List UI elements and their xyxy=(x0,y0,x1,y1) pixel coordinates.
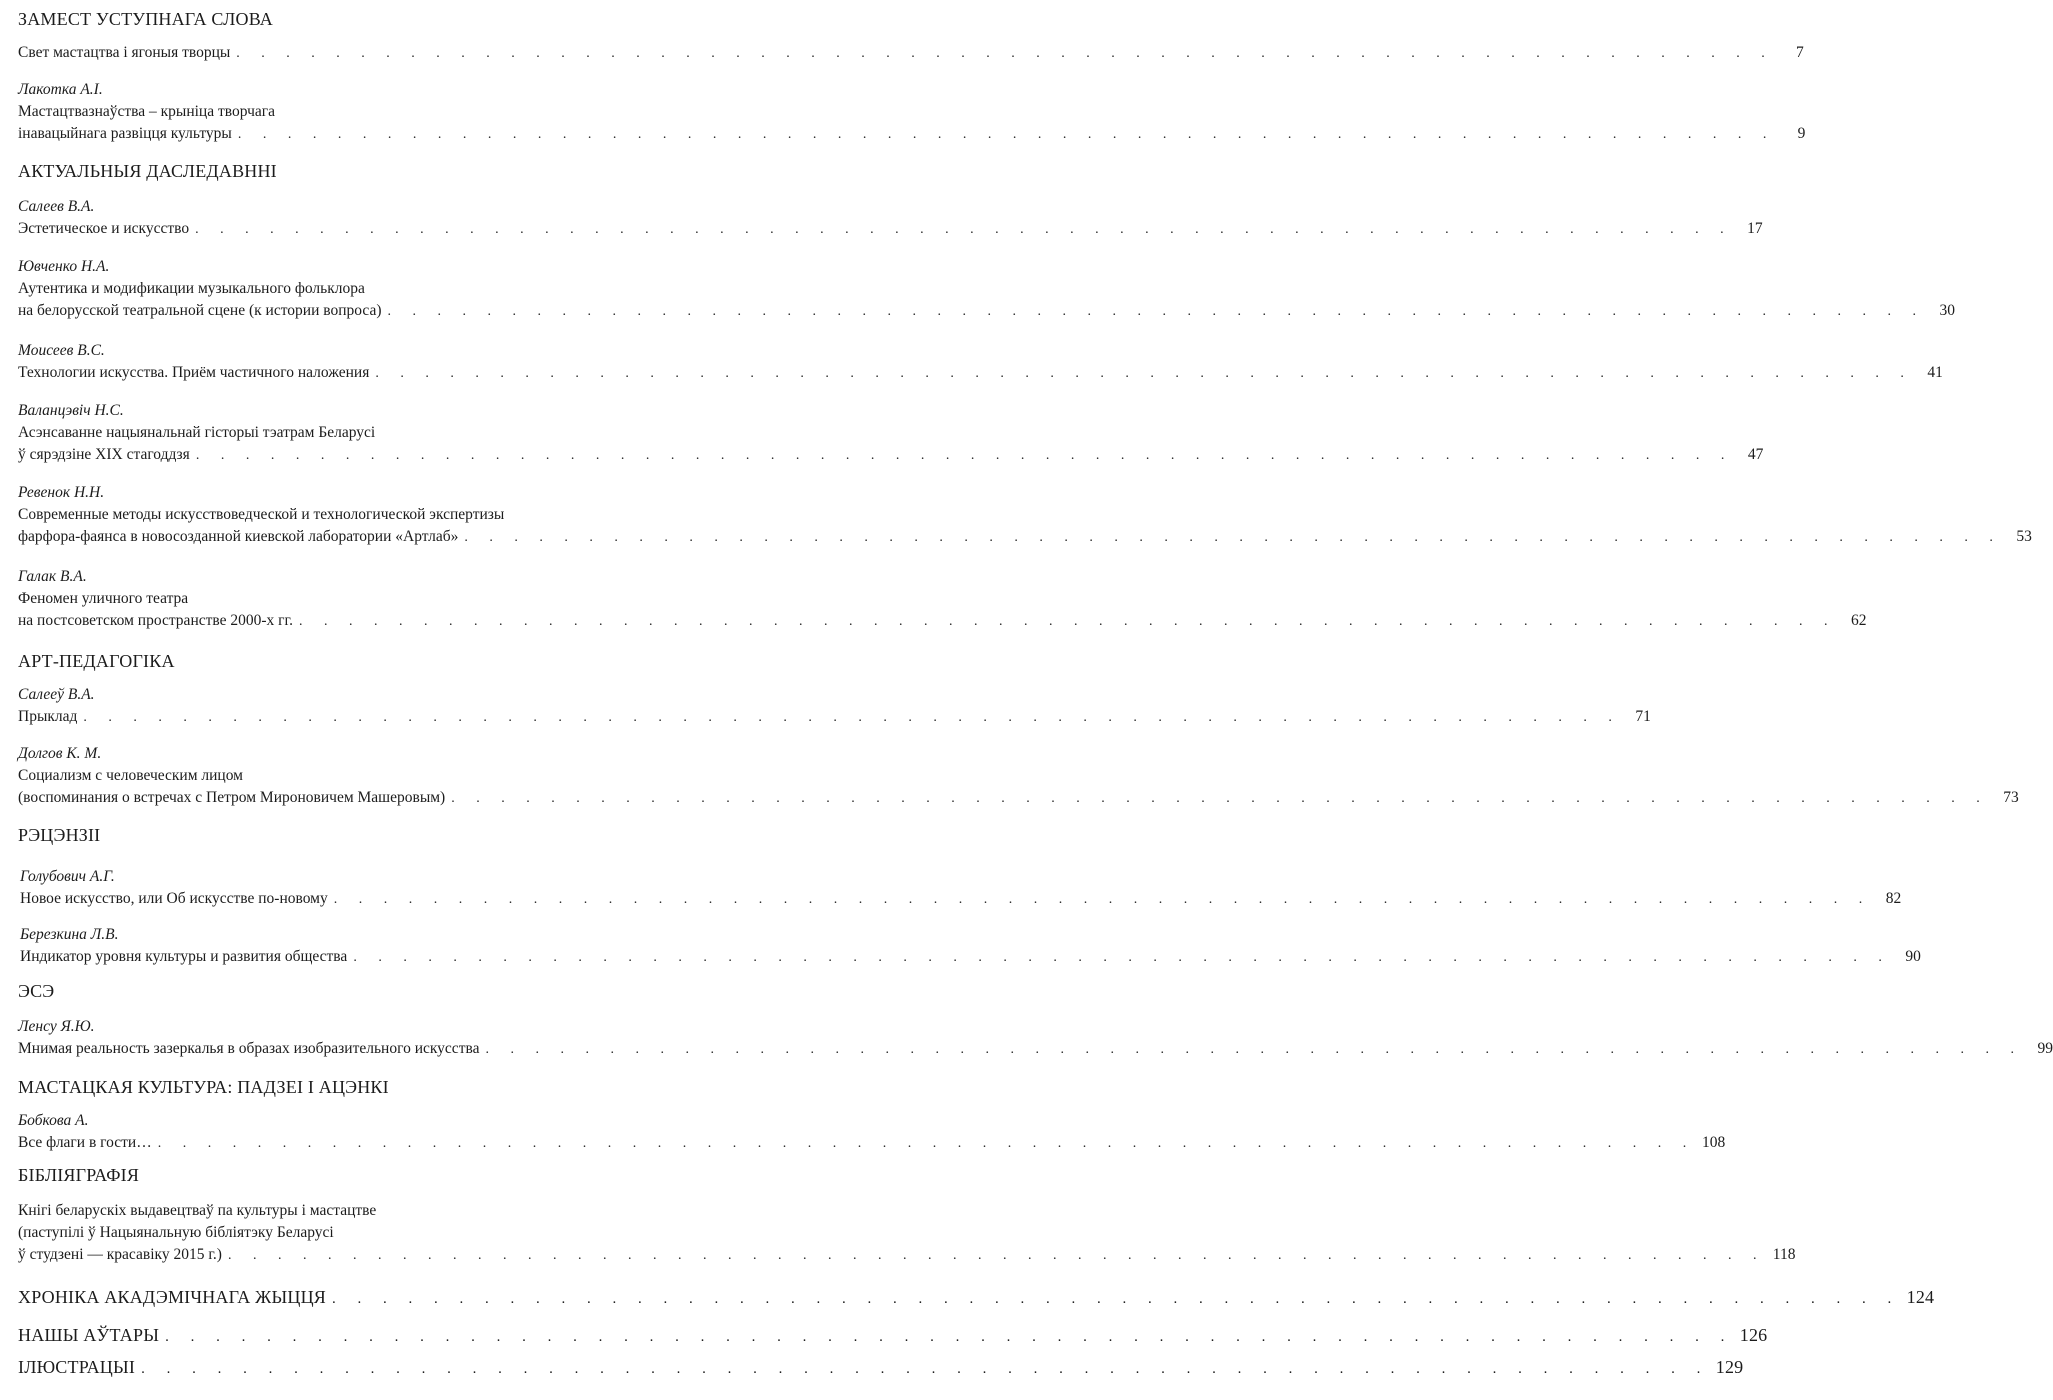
entry-title-line: Кнігі беларускіх выдавецтваў па культуры і мастацтве xyxy=(18,1202,377,1219)
entry-title-line: Новое искусство, или Об искусстве по-новому xyxy=(20,890,328,907)
toc-entry xyxy=(18,566,1867,633)
entry-author: Ревенок Н.Н. xyxy=(18,484,105,501)
entry-title-line: на постсоветском пространстве 2000-х гг. xyxy=(18,612,293,629)
page-number: 90 xyxy=(1905,948,1921,965)
entry-author: Галак В.А. xyxy=(18,568,87,585)
section-heading xyxy=(18,8,588,30)
entry-title-line: Технологии искусства. Приём частичного наложения xyxy=(18,364,370,381)
toc-entry xyxy=(18,256,1956,323)
page-number: 108 xyxy=(1701,1134,1726,1151)
leader-dots: . . . . . . . . . . . . . . . . . . . . . . . . . . . . . . . . . . . . . . . . . . . . . . . . . . . . . . . . . . . . . . xyxy=(387,304,1926,319)
entry-title-line: фарфора-фаянса в новосозданной киевской лаборатории «Артлаб» xyxy=(18,528,459,545)
entry-title-row xyxy=(18,1038,2053,1061)
page-number: 99 xyxy=(2037,1040,2053,1057)
entry-title-row xyxy=(18,1244,1796,1267)
leader-dots: . . . . . . . . . . . . . . . . . . . . . . . . . . . . . . . . . . . . . . . . . . . . . . . . . . . . . . . . . . . . . . xyxy=(227,1248,1766,1263)
page-number: 71 xyxy=(1635,708,1651,725)
section-heading xyxy=(18,1164,588,1186)
toc-entry xyxy=(18,1016,2053,1061)
toc-entry xyxy=(18,684,1651,729)
section-title: АКТУАЛЬНЫЯ ДАСЛЕДАВННІ xyxy=(18,161,277,181)
section-title: БІБЛІЯГРАФІЯ xyxy=(18,1165,140,1185)
toc-entry xyxy=(18,482,2032,549)
entry-title-row xyxy=(18,42,1804,65)
entry-author: Березкина Л.В. xyxy=(20,926,119,943)
page-number: 9 xyxy=(1797,125,1806,142)
entry-author: Голубович А.Г. xyxy=(20,868,115,885)
leader-dots: . . . . . . . . . . . . . . . . . . . . . . . . . . . . . . . . . . . . . . . . . . . . . . . . . . . . . . . . . . . . . . xyxy=(83,710,1621,725)
entry-title-line: Феномен уличного театра xyxy=(18,590,189,607)
leader-dots: . . . . . . . . . . . . . . . . . . . . . . . . . . . . . . . . . . . . . . . . . . . . . . . . . . . . . . . . . . . . . . xyxy=(464,530,2002,545)
toc-entry xyxy=(18,400,1764,467)
entry-author: Валанцэвіч Н.С. xyxy=(18,402,124,419)
entry-author: Салееў В.А. xyxy=(18,686,95,703)
entry-title-line: Свет мастацтва і ягоныя творцы xyxy=(18,44,231,61)
leader-dots: . . . . . . . . . . . . . . . . . . . . . . . . . . . . . . . . . . . . . . . . . . . . . . . . . . . . . . . . . . . . . . xyxy=(333,892,1872,907)
leader-dots: . . . . . . . . . . . . . . . . . . . . . . . . . . . . . . . . . . . . . . . . . . . . . . . . . . . . . . . . . . . . . . xyxy=(195,448,1734,463)
entry-title-line: Прыклад xyxy=(18,708,78,725)
entry-title-line: Мастацтвазнаўства – крыніца творчага xyxy=(18,103,275,120)
page-number: 129 xyxy=(1715,1357,1744,1377)
entry-title-line: Асэнсаванне нацыянальнай гісторыі тэатрам Беларусі xyxy=(18,424,376,441)
entry-title-row xyxy=(18,300,1956,323)
entry-title-row xyxy=(20,888,1902,911)
page-number: 126 xyxy=(1739,1325,1768,1345)
entry-author: Бобкова А. xyxy=(18,1112,89,1129)
entry-title-line: ў сярэдзіне ХІХ стагоддзя xyxy=(18,446,190,463)
page-number: 30 xyxy=(1939,302,1956,319)
entry-title-line: (паступілі ў Нацыянальную бібліятэку Беларусі xyxy=(18,1224,334,1241)
section-title: ІЛЮСТРАЦЫІ xyxy=(18,1357,136,1377)
entry-author: Ленсу Я.Ю. xyxy=(18,1018,95,1035)
page-number: 82 xyxy=(1885,890,1902,907)
entry-title-row xyxy=(18,444,1764,467)
section-heading xyxy=(18,980,588,1002)
page-number: 118 xyxy=(1772,1246,1796,1263)
entry-title-line: (воспоминания о встречах с Петром Мироновичем Машеровым) xyxy=(18,789,446,806)
leader-dots: . . . . . . . . . . . . . . . . . . . . . . . . . . . . . . . . . . . . . . . . . . . . . . . . . . . . . . . . . . . . . . xyxy=(451,791,1989,806)
section-title: РЭЦЭНЗІІ xyxy=(18,825,101,845)
toc-entry xyxy=(18,743,2019,810)
leader-dots: . . . . . . . . . . . . . . . . . . . . . . . . . . . . . . . . . . . . . . . . . . . . . . . . . . . . . . . . . . . . . . xyxy=(353,950,1891,965)
entry-title-row xyxy=(18,218,1763,241)
toc-entry xyxy=(18,1110,1726,1155)
entry-title-row xyxy=(18,787,2019,810)
entry-title-line: Индикатор уровня культуры и развития общества xyxy=(20,948,348,965)
section-heading xyxy=(18,824,588,846)
page-number: 7 xyxy=(1796,44,1804,61)
toc-entry xyxy=(18,42,1804,65)
section-title: НАШЫ АЎТАРЫ xyxy=(18,1325,160,1345)
section-heading xyxy=(18,1286,1935,1310)
entry-title-line: інавацыйнага развіцця культуры xyxy=(18,125,232,142)
leader-dots: . . . . . . . . . . . . . . . . . . . . . . . . . . . . . . . . . . . . . . . . . . . . . . . . . . . . . . . . . . . . . . xyxy=(332,1291,1901,1307)
toc-entry xyxy=(18,1200,1796,1267)
section-title: ХРОНІКА АКАДЭМІЧНАГА ЖЫЦЦЯ xyxy=(18,1287,327,1307)
toc-entry xyxy=(20,924,1921,969)
section-title: АРТ-ПЕДАГОГІКА xyxy=(18,651,175,671)
page-number: 53 xyxy=(2016,528,2032,545)
entry-title-line: Мнимая реальность зазеркалья в образах изобразительного искусства xyxy=(18,1040,480,1057)
entry-title-line: Аутентика и модификации музыкального фольклора xyxy=(18,280,365,297)
entry-title-row xyxy=(18,362,1943,385)
toc-entry xyxy=(18,196,1763,241)
toc-entry xyxy=(18,79,1806,146)
toc-entry xyxy=(20,866,1902,911)
toc-entry xyxy=(18,340,1943,385)
page-number: 62 xyxy=(1851,612,1867,629)
entry-title-line: Все флаги в гости… xyxy=(18,1134,152,1151)
entry-title-row xyxy=(18,123,1806,146)
entry-title-row xyxy=(20,946,1921,969)
leader-dots: . . . . . . . . . . . . . . . . . . . . . . . . . . . . . . . . . . . . . . . . . . . . . . . . . . . . . . . . . . . . . . xyxy=(237,127,1776,142)
leader-dots: . . . . . . . . . . . . . . . . . . . . . . . . . . . . . . . . . . . . . . . . . . . . . . . . . . . . . . . . . . . . . . xyxy=(195,222,1733,237)
section-heading xyxy=(18,160,588,182)
section-heading xyxy=(18,1076,588,1098)
entry-title-row xyxy=(18,1132,1726,1155)
page-number: 41 xyxy=(1927,364,1943,381)
page-number: 73 xyxy=(2003,789,2019,806)
page-number: 47 xyxy=(1747,446,1764,463)
entry-title-row xyxy=(18,706,1651,729)
entry-title-line: Эстетическое и искусство xyxy=(18,220,190,237)
section-heading xyxy=(18,650,588,672)
entry-title-line: Социализм с человеческим лицом xyxy=(18,767,243,784)
leader-dots: . . . . . . . . . . . . . . . . . . . . . . . . . . . . . . . . . . . . . . . . . . . . . . . . . . . . . . . . . . . . . . xyxy=(141,1361,1710,1377)
entry-author: Ювченко Н.А. xyxy=(18,258,110,275)
section-heading xyxy=(18,1356,1744,1380)
leader-dots: . . . . . . . . . . . . . . . . . . . . . . . . . . . . . . . . . . . . . . . . . . . . . . . . . . . . . . . . . . . . . . xyxy=(157,1136,1696,1151)
leader-dots: . . . . . . . . . . . . . . . . . . . . . . . . . . . . . . . . . . . . . . . . . . . . . . . . . . . . . . . . . . . . . . xyxy=(165,1329,1734,1345)
entry-author: Лакотка А.І. xyxy=(18,81,103,98)
page-number: 17 xyxy=(1747,220,1763,237)
entry-title-row xyxy=(18,526,2032,549)
leader-dots: . . . . . . . . . . . . . . . . . . . . . . . . . . . . . . . . . . . . . . . . . . . . . . . . . . . . . . . . . . . . . . xyxy=(236,46,1774,61)
entry-title-row xyxy=(18,610,1867,633)
page-number: 124 xyxy=(1906,1287,1935,1307)
entry-author: Моисеев В.С. xyxy=(18,342,105,359)
entry-author: Долгов К. М. xyxy=(18,745,102,762)
entry-title-line: на белорусской театральной сцене (к истории вопроса) xyxy=(18,302,382,319)
leader-dots: . . . . . . . . . . . . . . . . . . . . . . . . . . . . . . . . . . . . . . . . . . . . . . . . . . . . . . . . . . . . . . xyxy=(299,614,1837,629)
section-title: ЭСЭ xyxy=(18,981,55,1001)
section-title: МАСТАЦКАЯ КУЛЬТУРА: ПАДЗЕІ І АЦЭНКІ xyxy=(18,1077,389,1097)
entry-title-line: Современные методы искусствоведческой и технологической экспертизы xyxy=(18,506,505,523)
section-heading xyxy=(18,1324,1768,1348)
section-title: ЗАМЕСТ УСТУПНАГА СЛОВА xyxy=(18,9,273,29)
leader-dots: . . . . . . . . . . . . . . . . . . . . . . . . . . . . . . . . . . . . . . . . . . . . . . . . . . . . . . . . . . . . . . xyxy=(485,1042,2023,1057)
entry-title-line: ў студзені — красавіку 2015 г.) xyxy=(18,1246,222,1263)
leader-dots: . . . . . . . . . . . . . . . . . . . . . . . . . . . . . . . . . . . . . . . . . . . . . . . . . . . . . . . . . . . . . . xyxy=(375,366,1913,381)
entry-author: Салеев В.А. xyxy=(18,198,95,215)
